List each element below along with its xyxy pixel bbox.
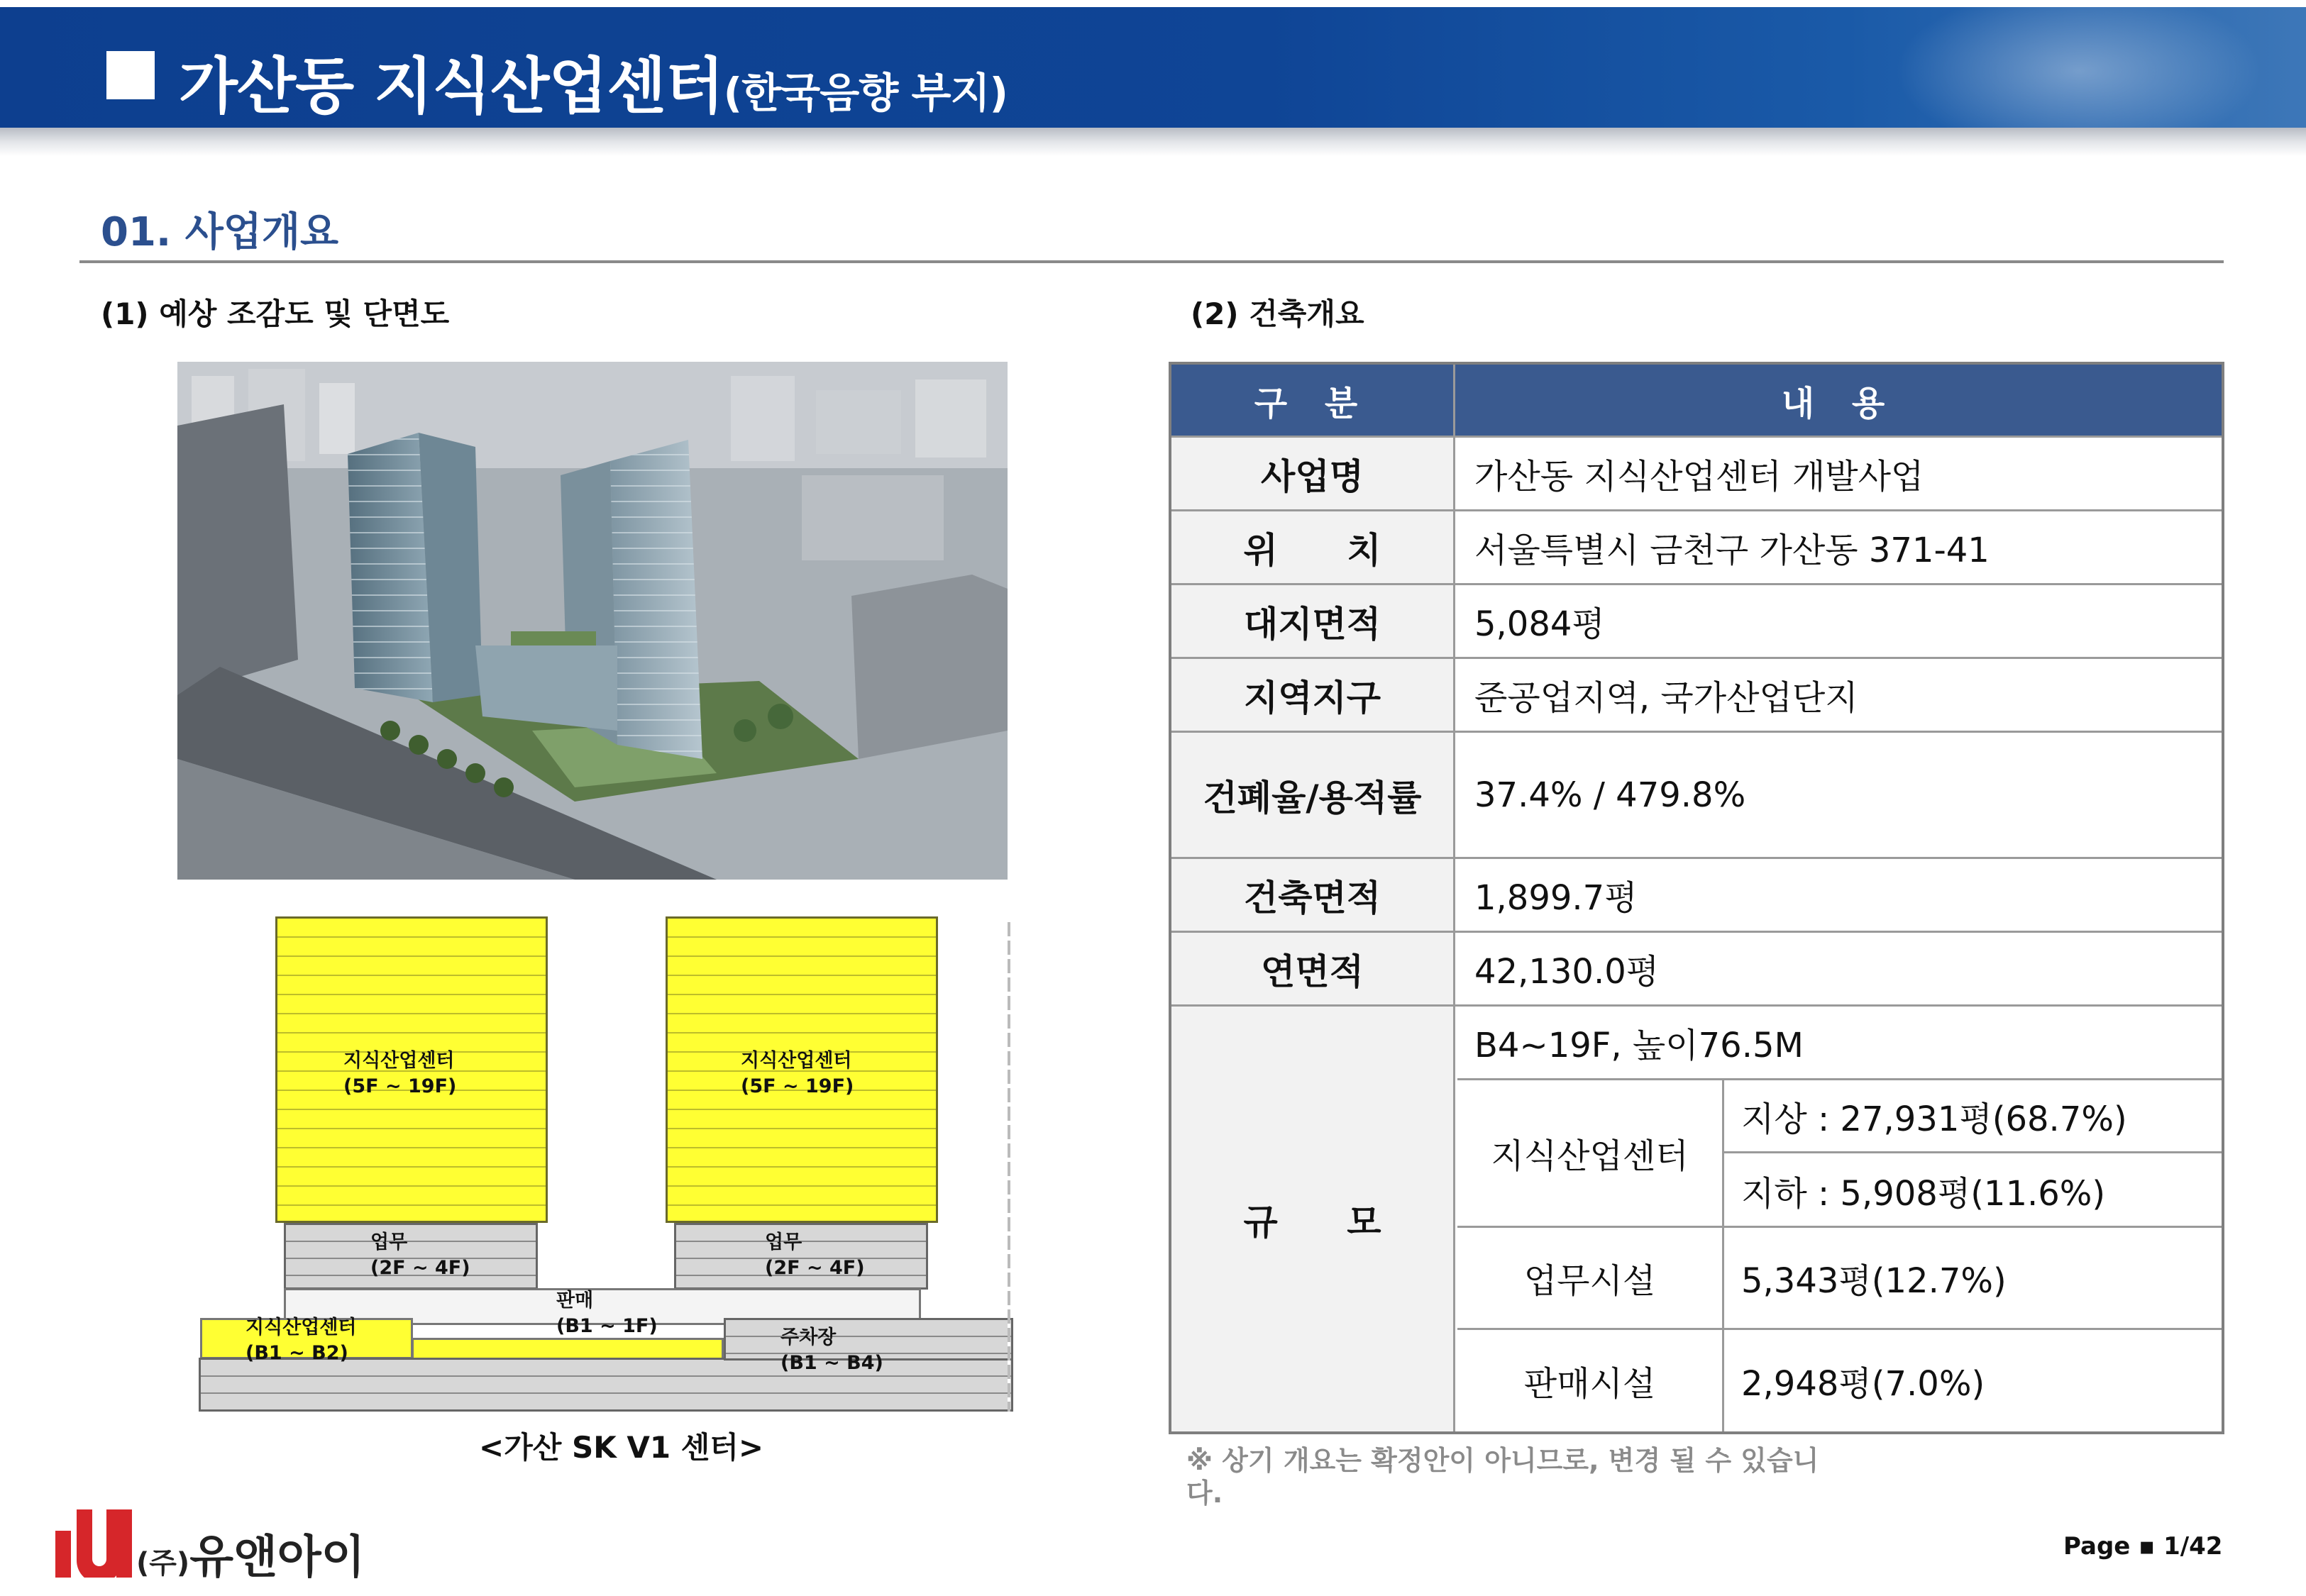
- retail-row: [1457, 1330, 2222, 1431]
- square-bullet-icon: [106, 51, 155, 99]
- u-logo-icon: [55, 1509, 133, 1578]
- grid-edge: [1008, 922, 1010, 1412]
- table-row: [1171, 511, 2222, 585]
- knowledge-above-row: [1724, 1080, 2222, 1153]
- knowledge-below-row: [1724, 1153, 2222, 1228]
- podium-right-name: 업무: [765, 1231, 802, 1253]
- podium-left-name: 업무: [370, 1231, 408, 1253]
- logo-name: 유앤아이: [189, 1531, 365, 1584]
- podium-left-label: [370, 1230, 470, 1281]
- table-row: [1171, 585, 2222, 659]
- banner-shadow: [0, 128, 2306, 156]
- knowledge-below: 지하 : 5,908평(11.6%): [1741, 1174, 2106, 1214]
- parking-label: [780, 1325, 883, 1376]
- knowledge-center-block: [1457, 1080, 2222, 1228]
- row-label: 건축면적: [1171, 859, 1455, 931]
- retail-label: [556, 1288, 658, 1339]
- table-header-category: 구 분: [1171, 365, 1455, 436]
- table-header-row: [1171, 365, 2222, 438]
- row-label: 건폐율/용적률: [1171, 733, 1455, 857]
- logo-wordmark: [136, 1521, 365, 1586]
- tower-left-floors: (5F ~ 19F): [343, 1075, 457, 1097]
- scale-label: 규 모: [1171, 1007, 1455, 1431]
- table-row: [1171, 933, 2222, 1007]
- row-label: 위 치: [1171, 511, 1455, 583]
- row-value: 37.4% / 479.8%: [1474, 775, 1746, 815]
- parking-name: 주차장: [780, 1326, 837, 1348]
- aerial-illustration: [177, 362, 1008, 880]
- page-title-main: 가산동 지식산업센터: [179, 51, 724, 122]
- podium-right-label: [765, 1230, 865, 1281]
- image-caption: <가산 SK V1 센터>: [479, 1430, 764, 1465]
- row-label: 대지면적: [1171, 585, 1455, 657]
- section-divider: [79, 260, 2224, 263]
- logo-prefix: (주): [136, 1547, 190, 1580]
- tower-right-floors: (5F ~ 19F): [741, 1075, 854, 1097]
- table-row: [1171, 438, 2222, 511]
- knowledge-above: 지상 : 27,931평(68.7%): [1741, 1099, 2127, 1139]
- scale-summary-row: [1457, 1007, 2222, 1080]
- row-label: 연면적: [1171, 933, 1455, 1004]
- row-value: 42,130.0평: [1474, 952, 1660, 992]
- scale-group: [1171, 1007, 2222, 1431]
- podium-right-floors: (2F ~ 4F): [765, 1257, 865, 1279]
- retail-floors: (B1 ~ 1F): [556, 1315, 658, 1337]
- row-label: 사업명: [1171, 438, 1455, 509]
- page-number: Page ▪ 1/42: [2063, 1532, 2223, 1561]
- basement-knowledge-name: 지식산업센터: [246, 1317, 357, 1339]
- retail-name: 판매: [556, 1290, 594, 1312]
- title-banner: [0, 7, 2306, 128]
- page-title: [179, 37, 1008, 125]
- office-row: [1457, 1228, 2222, 1330]
- scale-summary: B4~19F, 높이76.5M: [1474, 1026, 1804, 1065]
- company-logo: [50, 1504, 376, 1582]
- row-value: 1,899.7평: [1474, 878, 1638, 918]
- parking-floors: (B1 ~ B4): [780, 1352, 883, 1374]
- tower-right-label: [741, 1048, 854, 1099]
- page-title-sub: (한국음향 부지): [723, 69, 1008, 117]
- table-header-content: 내 용: [1781, 383, 1898, 423]
- tower-right-name: 지식산업센터: [741, 1050, 852, 1072]
- knowledge-center-label: 지식산업센터: [1457, 1080, 1724, 1226]
- row-value: 가산동 지식산업센터 개발사업: [1474, 457, 1924, 497]
- aerial-rendering-image: [177, 362, 1008, 880]
- podium-left-floors: (2F ~ 4F): [370, 1257, 470, 1279]
- retail-value: 2,948평(7.0%): [1741, 1364, 1985, 1404]
- row-value: 준공업지역, 국가산업단지: [1474, 678, 1858, 718]
- right-heading: (2) 건축개요: [1191, 297, 1364, 331]
- table-row: [1171, 859, 2222, 933]
- row-value: 5,084평: [1474, 604, 1605, 644]
- table-row: [1171, 659, 2222, 733]
- basement-knowledge-floors: (B1 ~ B2): [246, 1342, 348, 1364]
- banner-decoration: [1894, 7, 2263, 128]
- section-diagram: [192, 894, 1015, 1412]
- table-row: [1171, 733, 2222, 859]
- row-value: 서울특별시 금천구 가산동 371-41: [1474, 531, 1990, 570]
- building-overview-table: [1169, 362, 2224, 1434]
- tower-left-label: [343, 1048, 456, 1099]
- retail-label-cell: 판매시설: [1457, 1330, 1724, 1431]
- row-label: 지역지구: [1171, 659, 1455, 731]
- basement-knowledge-label: [246, 1315, 357, 1366]
- left-heading: (1) 예상 조감도 및 단면도: [101, 297, 450, 331]
- office-value: 5,343평(12.7%): [1741, 1261, 2007, 1301]
- tower-left-name: 지식산업센터: [343, 1050, 455, 1072]
- office-label: 업무시설: [1457, 1228, 1724, 1328]
- section-title: 01. 사업개요: [101, 209, 339, 255]
- disclaimer-note: ※ 상기 개요는 확정안이 아니므로, 변경 될 수 있습니다.: [1186, 1445, 1819, 1509]
